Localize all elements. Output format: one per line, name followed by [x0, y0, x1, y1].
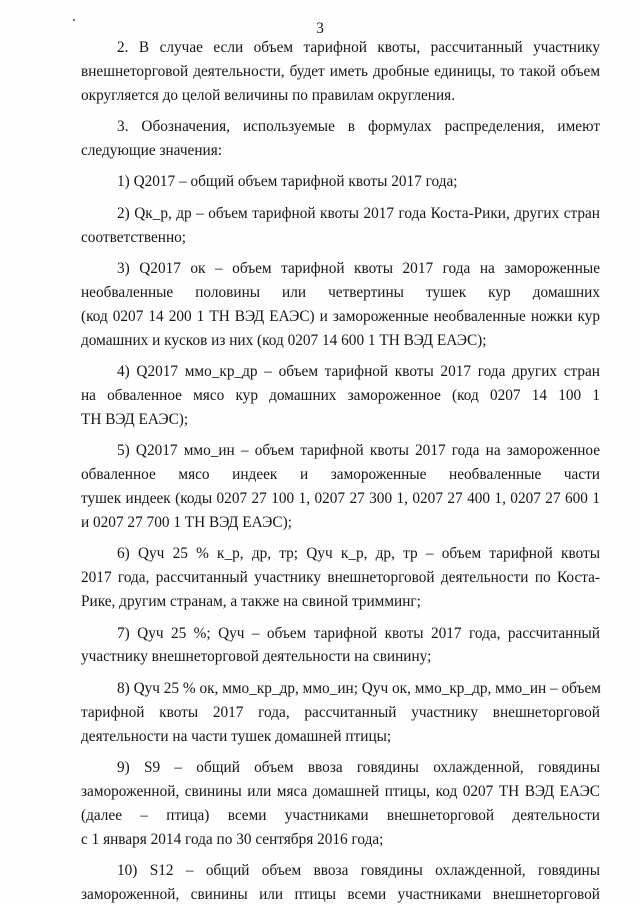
text-line: 2. В случае если объем тарифной квоты, рассчитанный участнику	[117, 39, 600, 56]
text-line: 1) Q2017 – общий объем тарифной квоты 2017 года;	[117, 173, 458, 191]
definition-7	[81, 622, 600, 670]
text-line: домашних и кусков из них (код 0207 14 600 1 ТН ВЭД ЕАЭС);	[81, 331, 487, 349]
text-line: необваленные половины или четвертины тушек кур домашних	[81, 284, 600, 302]
text-line: 9) S9 – общий объем ввоза говядины охлажденной, говядины	[117, 759, 600, 777]
text-line: замороженной, свинины или птицы всеми участниками внешнеторговой	[81, 886, 600, 903]
text-line: соответственно;	[81, 228, 187, 246]
definition-9	[81, 756, 600, 852]
text-line: 4) Q2017 ммо_кр_др – объем тарифной квоты 2017 года других стран	[117, 363, 600, 381]
paragraph-3	[81, 115, 600, 163]
text-line: 2017 года, рассчитанный участнику внешнеторговой деятельности по Коста-	[81, 569, 600, 587]
text-line: 10) S12 – общий объем ввоза говядины охлажденной, говядины	[117, 862, 600, 880]
paragraph-2	[81, 36, 600, 108]
text-line: Рике, другим странам, а также на свиной тримминг;	[81, 593, 421, 611]
document-body	[81, 36, 600, 907]
page-number: 3	[316, 20, 324, 37]
text-line: 3. Обозначения, используемые в формулах распределения, имеют	[117, 118, 600, 136]
text-line: деятельности на части тушек домашней птицы;	[81, 727, 392, 745]
text-line: 2) Qк_р, др – объем тарифной квоты 2017 года Коста-Рики, других стран	[117, 204, 600, 222]
definition-4	[81, 360, 600, 432]
definition-2	[81, 202, 600, 250]
definition-1	[81, 170, 600, 194]
definition-5	[81, 439, 600, 535]
text-line: участнику внешнеторговой деятельности на свинину;	[81, 648, 432, 666]
text-line: следующие значения:	[81, 142, 222, 160]
text-line: 7) Qуч 25 %; Qуч – объем тарифной квоты 2017 года, рассчитанный	[117, 624, 600, 642]
text-line: и 0207 27 700 1 ТН ВЭД ЕАЭС);	[81, 514, 292, 532]
text-line: обваленное мясо индеек и замороженные необваленные части	[81, 466, 600, 484]
text-line: тушек индеек (коды 0207 27 100 1, 0207 27 300 1, 0207 27 400 1, 0207 27 600 1	[81, 490, 600, 508]
text-line: 5) Q2017 ммо_ин – объем тарифной квоты 2017 года на замороженное	[117, 442, 600, 460]
text-line: ТН ВЭД ЕАЭС);	[81, 410, 189, 428]
text-line: замороженной, свинины или мяса домашней птицы, код 0207 ТН ВЭД ЕАЭС	[81, 782, 600, 800]
definition-10	[81, 859, 600, 907]
text-line: округляется до целой величины по правилам округления.	[81, 86, 456, 104]
text-line: 8) Qуч 25 % ок, ммо_кр_др, ммо_ин; Qуч ок, ммо_кр_др, ммо_ин – объем	[117, 679, 601, 697]
definition-3	[81, 257, 600, 353]
definition-8	[81, 677, 600, 749]
text-line: с 1 января 2014 года по 30 сентября 2016 года;	[81, 830, 384, 848]
text-line: 3) Q2017 ок – объем тарифной квоты 2017 года на замороженные	[117, 260, 600, 278]
text-line: (далее – птица) всеми участниками внешнеторговой деятельности	[81, 806, 600, 824]
text-line: 6) Qуч 25 % к_р, др, тр; Qуч к_р, др, тр – объем тарифной квоты	[117, 545, 600, 563]
text-line: (код 0207 14 200 1 ТН ВЭД ЕАЭС) и замороженные необваленные ножки кур	[81, 307, 600, 325]
text-line: на обваленное мясо кур домашних замороженное (код 0207 14 100 1	[81, 387, 600, 405]
definition-6	[81, 542, 600, 614]
text-line: тарифной квоты 2017 года, рассчитанный участнику внешнеторговой	[81, 703, 600, 721]
text-line: внешнеторговой деятельности, будет иметь дробные единицы, то такой объем	[81, 62, 600, 80]
